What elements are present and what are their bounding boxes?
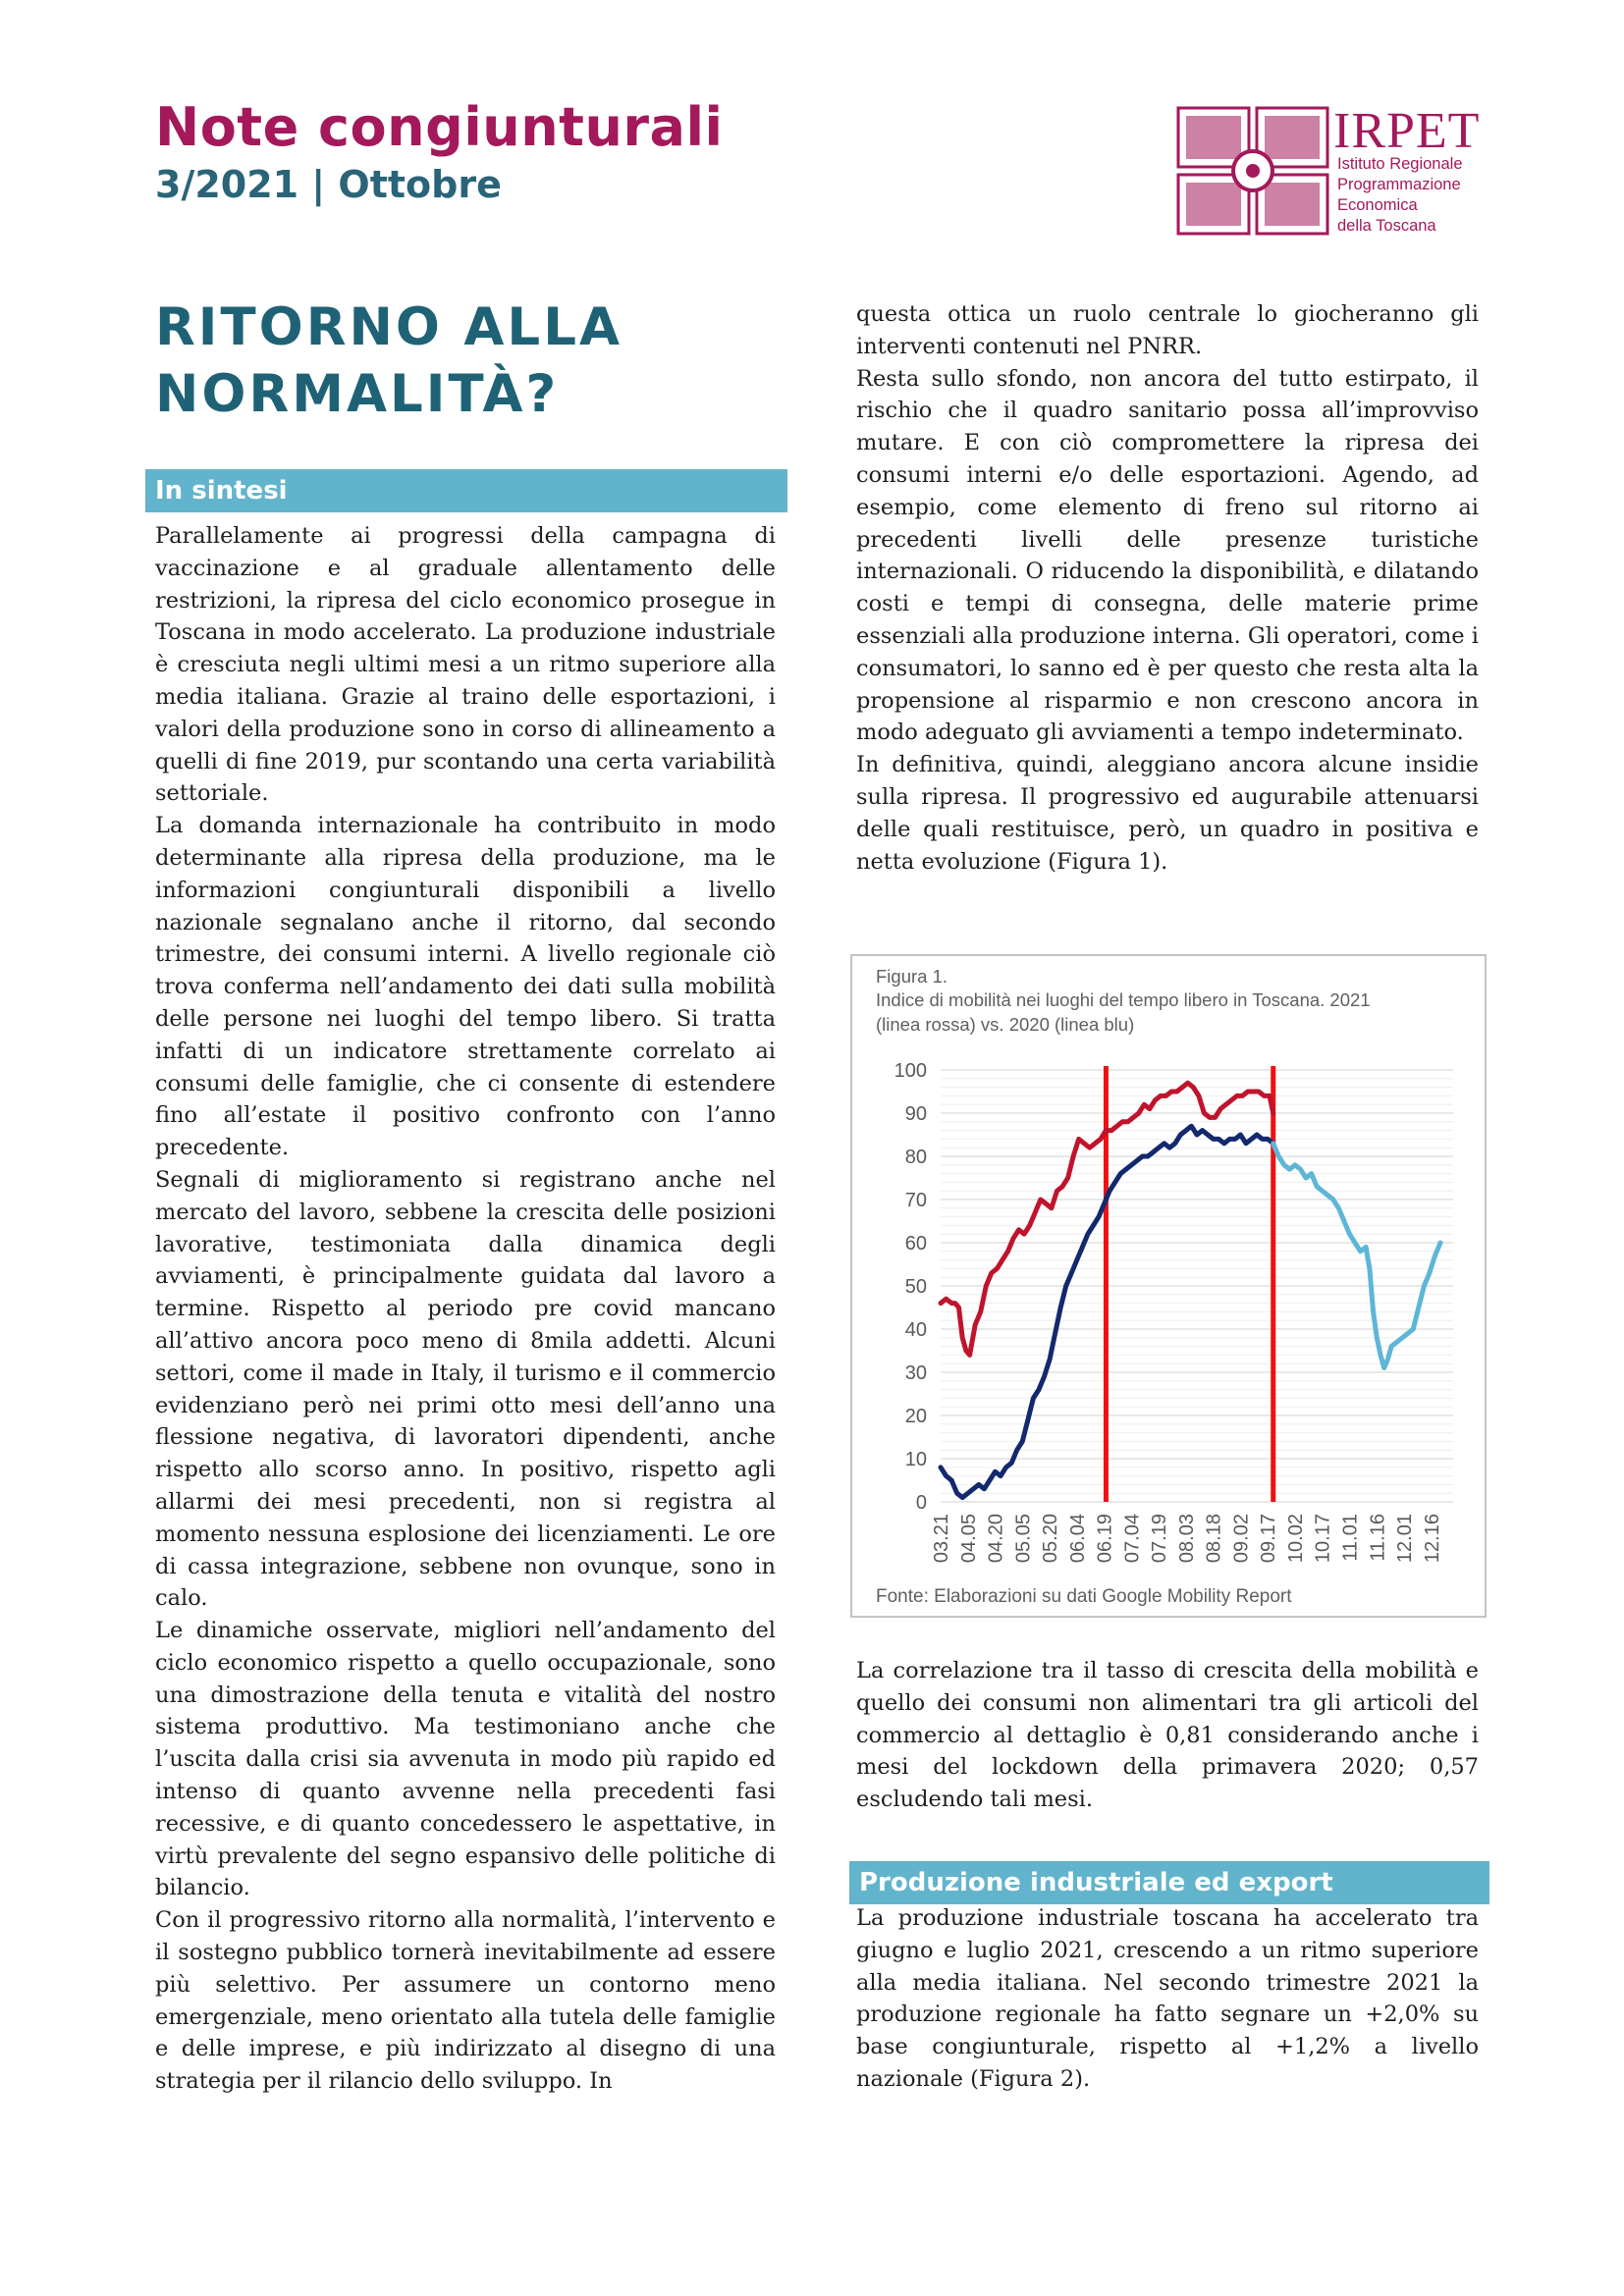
logo-line-2: Programmazione: [1337, 176, 1461, 193]
y-tick-label: 0: [915, 1492, 927, 1514]
paragraph: questa ottica un ruolo centrale lo giocheranno gli interventi contenuti nel PNRR.: [856, 301, 1479, 359]
x-tick-label: 10.02: [1284, 1514, 1307, 1564]
x-tick-label: 12.01: [1394, 1514, 1417, 1564]
x-tick-label: 06.19: [1094, 1514, 1116, 1564]
logo-line-4: della Toscana: [1337, 217, 1436, 235]
y-tick-label: 40: [904, 1319, 927, 1341]
x-tick-label: 03.21: [931, 1514, 952, 1564]
figure-label: Figura 1.: [876, 966, 948, 987]
x-tick-label: 11.01: [1339, 1514, 1362, 1562]
x-tick-label: 09.02: [1230, 1514, 1253, 1564]
logo-line-3: Economica: [1337, 196, 1418, 214]
mobility-line-chart: [864, 1041, 1473, 1585]
right-column-top: [856, 298, 1479, 878]
paragraph: Parallelamente ai progressi della campagna di vaccinazione e al graduale allentamento delle restrizioni, la ripresa del ciclo economico prosegue in Toscana in modo accelerato. La produzione industriale è cresciuta negli ultimi mesi a un ritmo superiore alla media italiana. Grazie al traino delle esportazioni, i valori della produzione sono in corso di allineamento a quelli di fine 2019, pur scontando una certa variabilità settoriale.: [155, 523, 776, 807]
y-tick-label: 90: [904, 1103, 927, 1125]
right-column-middle: [856, 1655, 1479, 1816]
y-tick-label: 60: [904, 1233, 927, 1255]
paragraph: La domanda internazionale ha contribuito in modo determinante alla ripresa della produzione, ma le informazioni congiunturali disponibili a livello nazionale segnalano anche il ritorno, dal secondo trimestre, dei consumi interni. A livello regionale ciò trova conferma nell’andamento dei dati sulla mobilità delle persone nei luoghi del tempo libero. Si tratta infatti di un indicatore strettamente correlato ai consumi delle famiglie, che ci consente di estendere fino all’estate il positivo confronto con l’anno precedente.: [155, 813, 776, 1161]
paragraph: La correlazione tra il tasso di crescita della mobilità e quello dei consumi non alimentari tra gli articoli del commercio al dettaglio è 0,81 considerando anche i mesi del lockdown della primavera 2020; 0,57 escludendo tali mesi.: [856, 1658, 1479, 1813]
paragraph: Le dinamiche osservate, migliori nell’andamento del ciclo economico rispetto a quello occupazionale, sono una dimostrazione della tenuta e vitalità del nostro sistema produttivo. Ma testimoniano anche che l’uscita dalla crisi sia avvenuta in modo più rapido ed intenso di quanto avvenne nella precedenti fasi recessive, e di quanto concedessero le aspettative, in virtù prevalente del segno espansivo delle politiche di bilancio.: [155, 1618, 776, 1901]
x-tick-label: 06.04: [1066, 1514, 1089, 1564]
right-column-bottom: [856, 1902, 1479, 2096]
x-tick-label: 04.05: [957, 1514, 980, 1564]
y-tick-label: 100: [893, 1060, 927, 1082]
y-tick-label: 70: [904, 1190, 927, 1211]
left-column: [155, 520, 776, 2098]
x-tick-label: 08.03: [1175, 1514, 1198, 1564]
x-tick-label: 12.16: [1421, 1514, 1443, 1564]
y-tick-label: 20: [904, 1406, 927, 1427]
paragraph: Con il progressivo ritorno alla normalità, l’intervento e il sostegno pubblico tornerà inevitabilmente ad essere più selettivo. Per assumere un contorno meno emergenziale, meno orientato alla tutela delle famiglie e delle imprese, e più indirizzato al disegno di una strategia per il rilancio dello sviluppo. In: [155, 1907, 776, 2095]
paragraph: In definitiva, quindi, aleggiano ancora alcune insidie sulla ripresa. Il progressivo ed augurabile attenuarsi delle quali restituisce, però, un quadro in positiva e netta evoluzione (Figura 1).: [856, 752, 1479, 875]
y-tick-label: 10: [904, 1449, 927, 1470]
paragraph: Segnali di miglioramento si registrano anche nel mercato del lavoro, sebbene la crescita delle posizioni lavorative, testimoniata dalla dinamica degli avviamenti, è principalmente guidata dal lavoro a termine. Rispetto al periodo pre covid mancano all’attivo ancora poco meno di 8mila addetti. Alcuni settori, come il made in Italy, il turismo e il commercio evidenziano però nei primi otto mesi dell’anno una flessione negativa, di lavoratori dipendenti, anche rispetto allo scorso anno. In positivo, rispetto agli allarmi dei mesi precedenti, non si registra al momento nessuna esplosione dei licenziamenti. Le ore di cassa integrazione, sebbene non ovunque, sono in calo.: [155, 1166, 776, 1612]
x-tick-label: 07.04: [1121, 1514, 1144, 1564]
logo-line-1: Istituto Regionale: [1337, 155, 1463, 173]
paragraph: La produzione industriale toscana ha accelerato tra giugno e luglio 2021, crescendo a un ritmo superiore alla media italiana. Nel secondo trimestre 2021 la produzione regionale ha fatto segnare un +2,0% su base congiunturale, rispetto al +1,2% a livello nazionale (Figura 2).: [856, 1905, 1479, 2092]
x-tick-label: 07.19: [1149, 1514, 1171, 1564]
x-tick-label: 04.20: [985, 1514, 1007, 1564]
report-title: Note congiunturali: [155, 96, 724, 158]
logo-name: IRPET: [1333, 103, 1481, 159]
x-tick-label: 05.05: [1012, 1514, 1035, 1564]
x-tick-label: 11.16: [1367, 1514, 1389, 1562]
y-tick-label: 30: [904, 1362, 927, 1384]
x-tick-label: 08.18: [1203, 1514, 1225, 1564]
section-title-produzione: Produzione industriale ed export: [849, 1861, 1489, 1904]
y-tick-label: 80: [904, 1147, 927, 1168]
headline-line-1: RITORNO ALLA: [155, 297, 623, 357]
x-tick-label: 05.20: [1040, 1514, 1062, 1564]
headline-line-2: NORMALITÀ?: [155, 364, 560, 424]
x-tick-label: 09.17: [1258, 1514, 1280, 1564]
x-tick-label: 10.17: [1312, 1514, 1334, 1564]
section-title-sintesi: In sintesi: [145, 469, 787, 512]
y-tick-label: 50: [904, 1276, 927, 1298]
report-issue: 3/2021 | Ottobre: [155, 163, 502, 206]
paragraph: Resta sullo sfondo, non ancora del tutto estirpato, il rischio che il quadro sanitario possa all’improvviso mutare. E con ciò compromettere la ripresa dei consumi interni e/o delle esportazioni. Agendo, ad esempio, come elemento di freno sul ritorno ai precedenti livelli delle presenze turistiche internazionali. O riducendo la disponibilità, e dilatando costi e tempi di consegna, delle materie prime essenziali alla produzione interna. Gli operatori, come i consumatori, lo sanno ed è per questo che resta alta la propensione al risparmio e non crescono ancora in modo adeguato gli avviamenti a tempo indeterminato.: [856, 365, 1479, 746]
series-line: [1273, 1144, 1440, 1368]
headline: [155, 294, 623, 428]
figure-caption-line-1: Indice di mobilità nei luoghi del tempo libero in Toscana. 2021: [876, 989, 1371, 1010]
figure-source: Fonte: Elaborazioni su dati Google Mobility Report: [876, 1586, 1292, 1607]
figure-caption-line-2: (linea rossa) vs. 2020 (linea blu): [876, 1014, 1135, 1035]
